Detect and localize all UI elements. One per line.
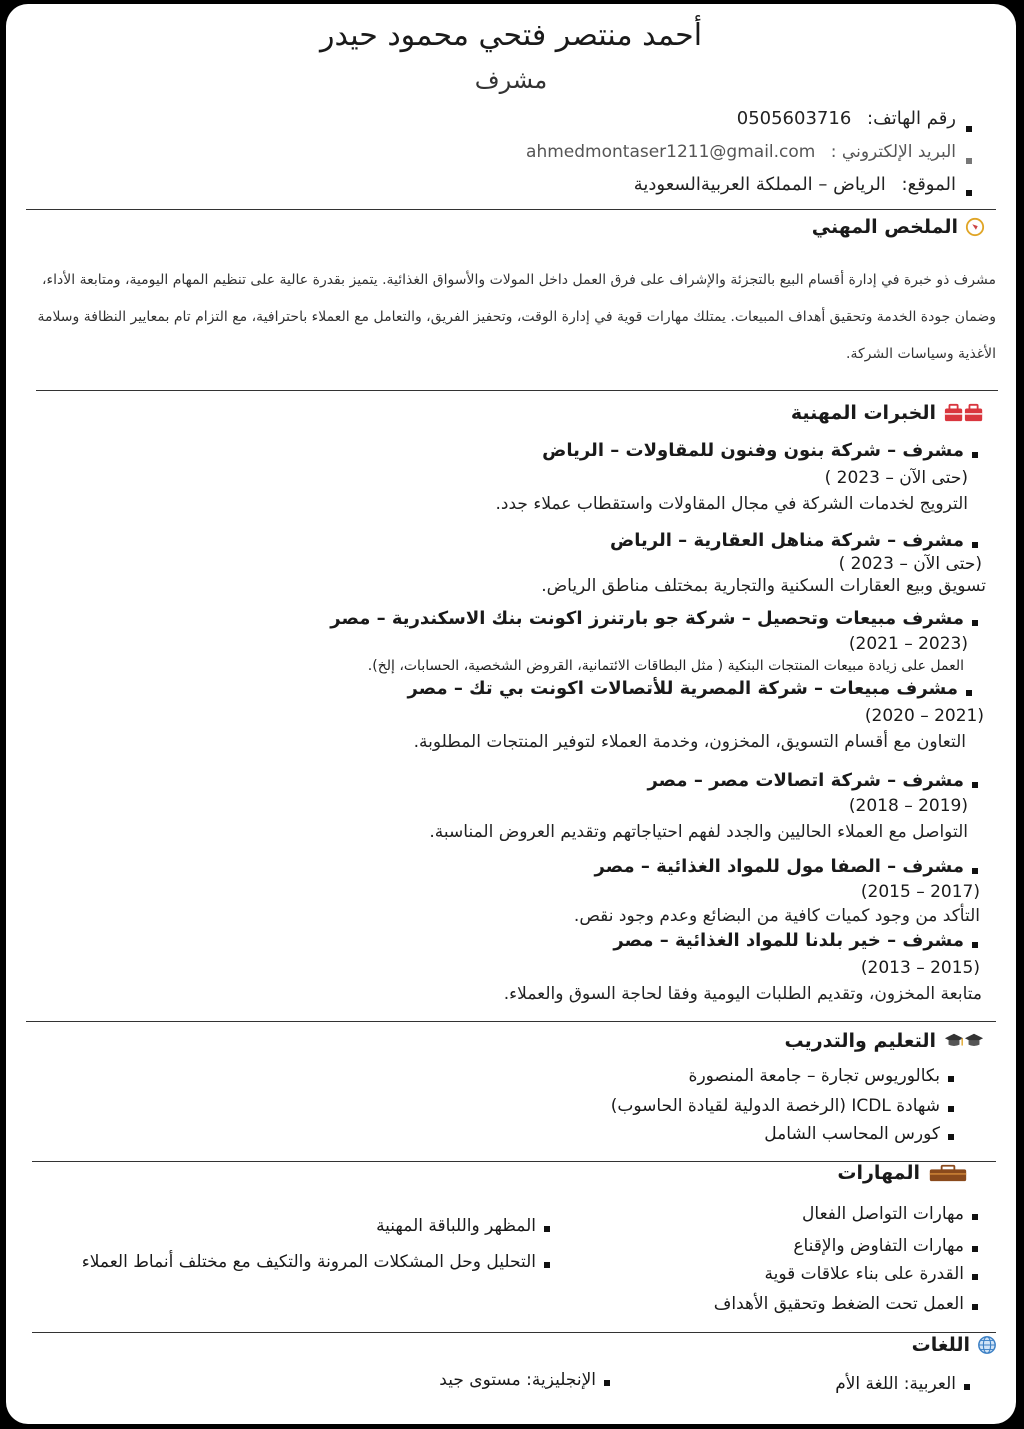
candidate-name: أحمد منتصر فتحي محمود حيدر bbox=[319, 18, 703, 53]
languages-heading bbox=[912, 1334, 998, 1356]
phone-label: رقم الهاتف: bbox=[867, 108, 956, 129]
graduation-cap-icon bbox=[942, 1031, 986, 1051]
job-date: (2015 – 2017) bbox=[860, 882, 980, 902]
job-title: مشرف – خير بلدنا للمواد الغذائية – مصر bbox=[613, 930, 964, 951]
job-description: متابعة المخزون، وتقديم الطلبات اليومية وفقا لحاجة السوق والعملاء. bbox=[503, 984, 982, 1004]
job-description: التأكد من وجود كميات كافية من البضائع وعدم وجود نقص. bbox=[573, 906, 980, 926]
divider bbox=[26, 1021, 996, 1022]
contact-location bbox=[634, 174, 956, 195]
location-label: الموقع: bbox=[901, 174, 956, 195]
briefcase-icon bbox=[926, 1163, 970, 1183]
experience-heading bbox=[791, 402, 986, 424]
phone-value: 0505603716 bbox=[736, 108, 852, 129]
job-title: مشرف – شركة اتصالات مصر – مصر bbox=[647, 770, 964, 791]
candidate-role: مشرف bbox=[474, 66, 548, 94]
resume-page bbox=[6, 4, 1016, 1424]
experience-title: الخبرات المهنية bbox=[790, 402, 936, 424]
divider bbox=[36, 390, 998, 391]
education-heading bbox=[784, 1030, 986, 1052]
location-value: الرياض – المملكة العربيةالسعودية bbox=[633, 174, 886, 195]
job-title: مشرف مبيعات وتحصيل – شركة جو بارتنرز اكونت بنك الاسكندرية – مصر bbox=[330, 608, 964, 629]
job-description: تسويق وبيع العقارات السكنية والتجارية بمختلف مناطق الرياض. bbox=[541, 576, 986, 596]
job-title: مشرف – شركة بنون وفنون للمقاولات – الرياض bbox=[542, 440, 964, 461]
skill-item: القدرة على بناء علاقات قوية bbox=[764, 1264, 964, 1284]
email-label: البريد الإلكتروني : bbox=[830, 142, 956, 162]
job-date: (2013 – 2015) bbox=[860, 958, 980, 978]
divider bbox=[32, 1332, 996, 1333]
job-title: مشرف – شركة مناهل العقارية – الرياض bbox=[610, 530, 964, 551]
skill-item: العمل تحت الضغط وتحقيق الأهداف bbox=[713, 1294, 964, 1314]
summary-heading bbox=[812, 216, 986, 238]
job-description: التعاون مع أقسام التسويق، المخزون، وخدمة العملاء لتوفير المنتجات المطلوبة. bbox=[413, 732, 966, 752]
education-title: التعليم والتدريب bbox=[784, 1030, 936, 1052]
skills-heading bbox=[837, 1162, 970, 1184]
summary-text: مشرف ذو خبرة في إدارة أقسام البيع بالتجزئة والإشراف على فرق العمل داخل المولات والأسواق الغذائية. يتميز بقدرة عالية على تنظيم المهام اليومية، ومتابعة الأداء، وضمان جودة الخدمة وتحقيق أهداف المبيعات. يمتلك مهارات قوية في إدارة الوقت، وتحفيز الفريق، والتعامل مع العملاء باحترافية، مع التزام تام بمعايير النظافة وسلامة الأغذية وسياسات الشركة. bbox=[37, 272, 996, 362]
job-date: (2020 – 2021) bbox=[864, 706, 984, 726]
bullet-icon bbox=[966, 158, 972, 164]
job-date: ( 2023 – حتى الآن) bbox=[824, 468, 968, 488]
job-title: مشرف مبيعات – شركة المصرية للأتصالات اكونت بي تك – مصر bbox=[407, 678, 958, 699]
job-description: الترويج لخدمات الشركة في مجال المقاولات واستقطاب عملاء جدد. bbox=[495, 494, 968, 514]
bullet-icon bbox=[966, 190, 972, 196]
skill-item: مهارات التفاوض والإقناع bbox=[793, 1236, 964, 1256]
skills-title: المهارات bbox=[837, 1162, 920, 1184]
job-date: (2018 – 2019) bbox=[848, 796, 968, 816]
skill-item: مهارات التواصل الفعال bbox=[802, 1204, 964, 1224]
job-description: العمل على زيادة مبيعات المنتجات البنكية ( مثل البطاقات الائتمانية، القروض الشخصية، الحسابات، إلخ). bbox=[367, 658, 964, 674]
summary-title: الملخص المهني bbox=[811, 216, 958, 238]
job-title: مشرف – الصفا مول للمواد الغذائية – مصر bbox=[594, 856, 964, 877]
divider bbox=[26, 209, 996, 210]
job-date: (2021 – 2023) bbox=[848, 634, 968, 654]
language-english: الإنجليزية: مستوى جيد bbox=[439, 1370, 596, 1390]
compass-icon bbox=[964, 217, 986, 237]
job-date: ( 2023 – حتى الآن) bbox=[838, 554, 982, 574]
bullet-icon bbox=[966, 126, 972, 132]
job-description: التواصل مع العملاء الحاليين والجدد لفهم احتياجاتهم وتقديم العروض المناسبة. bbox=[429, 822, 968, 842]
education-item: بكالوريوس تجارة – جامعة المنصورة bbox=[688, 1066, 940, 1086]
language-arabic: العربية: اللغة الأم bbox=[835, 1374, 956, 1394]
languages-title: اللغات bbox=[911, 1334, 970, 1356]
contact-email bbox=[526, 142, 956, 162]
skill-item: التحليل وحل المشكلات المرونة والتكيف مع مختلف أنماط العملاء bbox=[81, 1252, 536, 1272]
email-value[interactable]: ahmedmontaser1211@gmail.com bbox=[526, 142, 816, 162]
education-item: شهادة ICDL (الرخصة الدولية لقيادة الحاسوب) bbox=[610, 1096, 940, 1116]
toolbox-icon bbox=[942, 403, 986, 423]
education-item: كورس المحاسب الشامل bbox=[764, 1124, 940, 1144]
contact-phone bbox=[737, 108, 956, 129]
globe-icon bbox=[976, 1335, 998, 1355]
skill-item: المظهر واللباقة المهنية bbox=[376, 1216, 536, 1236]
